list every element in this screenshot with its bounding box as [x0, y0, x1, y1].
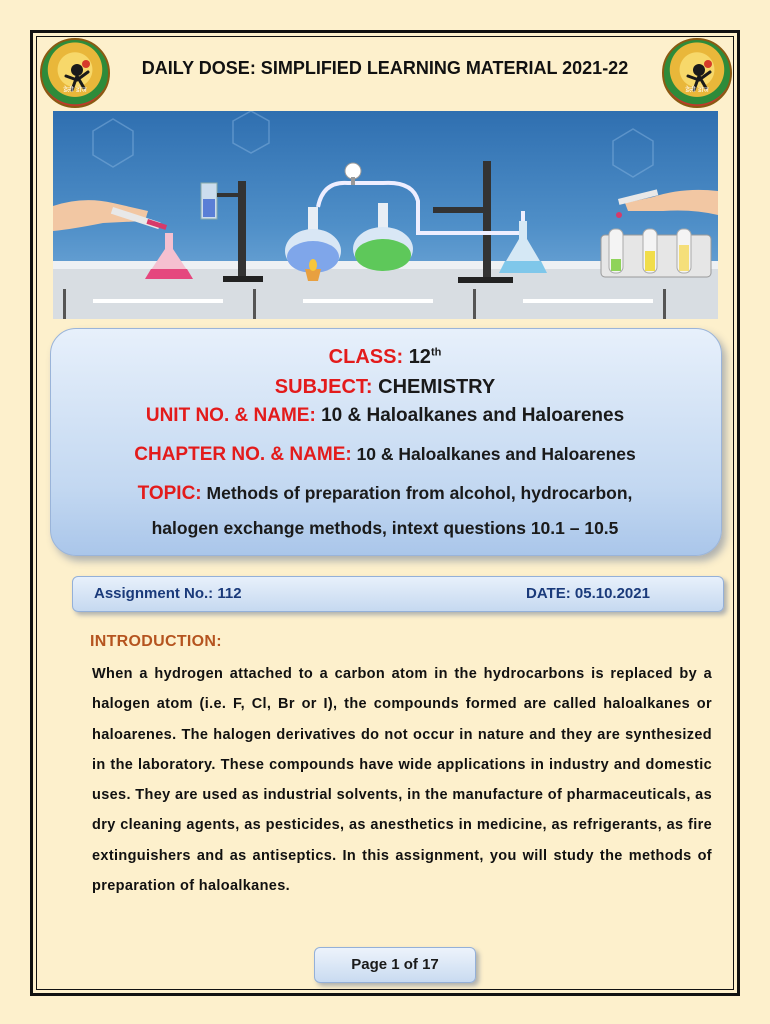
- chapter-line: [0, 444, 770, 466]
- chemistry-lab-illustration: [53, 111, 718, 319]
- class-superscript: th: [430, 346, 442, 359]
- chapter-label: CHAPTER NO. & NAME:: [134, 444, 352, 465]
- logo-emblem-right: [662, 38, 732, 108]
- logo-text: डेली डोज: [685, 86, 709, 94]
- assignment-date: DATE: 05.10.2021: [526, 585, 650, 602]
- unit-line: [0, 405, 770, 427]
- topic-value-line1: Methods of preparation from alcohol, hydrocarbon,: [206, 483, 633, 503]
- introduction-heading: INTRODUCTION:: [90, 633, 222, 650]
- class-value: 12: [408, 346, 431, 368]
- chapter-value: 10 & Haloalkanes and Haloarenes: [356, 444, 636, 464]
- topic-line: [0, 483, 770, 505]
- introduction-paragraph: When a hydrogen attached to a carbon atom in the hydrocarbons is replaced by a halogen atom (i.e. F, Cl, Br or I), the compounds formed are called haloalkanes or haloarenes. The halogen derivatives do not occur in nature and they are synthesized in the laboratory. These compounds have wide applications in industry and domestic uses. They are used as industrial solvents, in the manufacture of pharmaceuticals, as dry cleaning agents, as pesticides, as anesthetics in medicine, as refrigerants, as fire extinguishers and as antiseptics. In this assignment, you will study the methods of preparation of haloalkanes.: [92, 666, 712, 895]
- class-line: [0, 346, 770, 369]
- page-title: DAILY DOSE: SIMPLIFIED LEARNING MATERIAL 2021-22: [141, 58, 629, 78]
- unit-label: UNIT NO. & NAME:: [145, 405, 316, 426]
- subject-value: CHEMISTRY: [378, 376, 496, 398]
- assignment-number: Assignment No.: 112: [94, 585, 242, 602]
- logo-emblem-left: [40, 38, 110, 108]
- unit-value: 10 & Haloalkanes and Haloarenes: [321, 405, 625, 426]
- subject-line: [0, 376, 770, 399]
- topic-label: TOPIC:: [137, 483, 202, 504]
- class-label: CLASS:: [328, 346, 404, 368]
- topic-line-2: [0, 518, 770, 539]
- topic-value-line2: halogen exchange methods, intext questions 10.1 – 10.5: [151, 518, 619, 538]
- page-number: Page 1 of 17: [314, 947, 476, 983]
- subject-label: SUBJECT:: [274, 376, 373, 398]
- logo-text: डेली डोज: [63, 86, 87, 94]
